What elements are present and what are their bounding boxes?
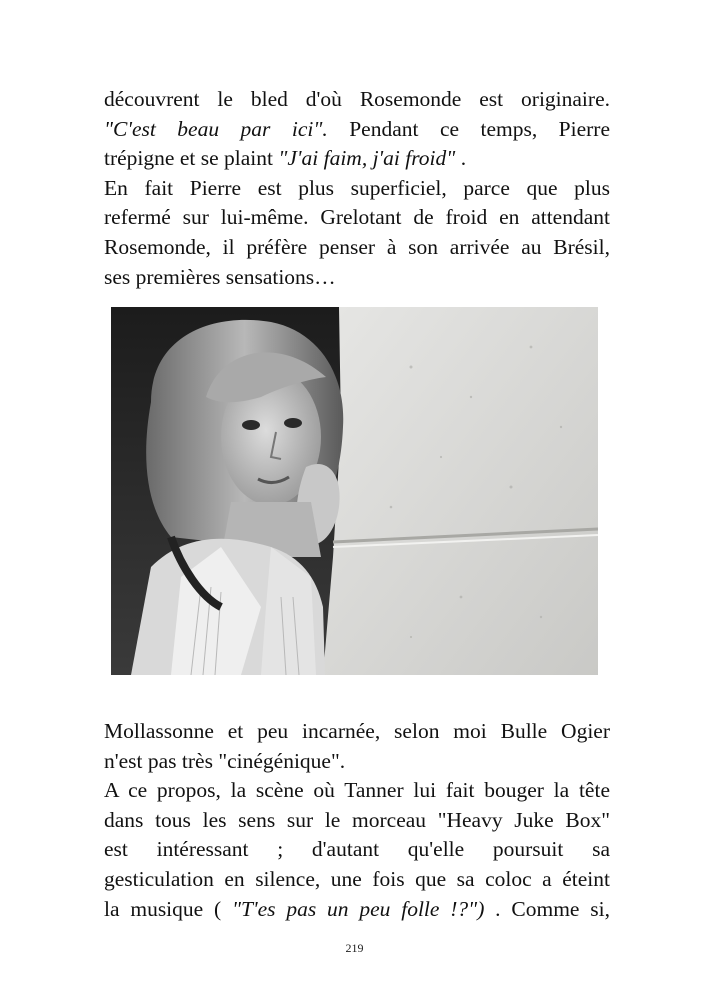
text-line: A ce propos, la scène où Tanner lui fait bouger la tête <box>104 778 610 803</box>
text-line: Rosemonde, il préfère penser à son arrivée au Brésil, <box>104 234 610 259</box>
text-line: n'est pas très "cinégénique". <box>104 748 346 773</box>
text-line: En fait Pierre est plus superficiel, parce que plus <box>104 175 610 200</box>
text-line <box>104 895 610 925</box>
text-run: trépigne et se plaint <box>104 146 279 171</box>
film-still-photo <box>111 307 598 675</box>
page-number: 219 <box>345 941 364 955</box>
paragraph-top <box>104 85 610 292</box>
photo-illustration <box>111 307 598 675</box>
text-run: Pendant ce temps, Pierre <box>327 116 610 141</box>
quote-text: "T'es pas un peu folle !?") <box>232 896 485 921</box>
quote-text: "J'ai faim, j'ai froid" <box>278 146 456 171</box>
text-line: découvrent le bled d'où Rosemonde est originaire. <box>104 87 610 111</box>
text-line: dans tous les sens sur le morceau "Heavy Juke Box" <box>104 807 610 832</box>
text-run: la musique ( <box>104 896 233 921</box>
text-line <box>104 144 610 174</box>
text-line: refermé sur lui-même. Grelotant de froid en attendant <box>104 205 610 230</box>
text-run: . <box>455 146 467 171</box>
text-line: est intéressant ; d'autant qu'elle poursuit sa <box>104 837 610 862</box>
text-line: ses premières sensations… <box>104 264 336 289</box>
text-line: gesticulation en silence, une fois que sa coloc a éteint <box>104 866 610 891</box>
text-line: Mollassonne et peu incarnée, selon moi Bulle Ogier <box>104 719 610 743</box>
paragraph-bottom <box>104 717 610 924</box>
quote-text: "C'est beau par ici". <box>104 116 328 141</box>
text-run: . Comme si, <box>484 896 611 921</box>
text-line <box>104 115 610 145</box>
